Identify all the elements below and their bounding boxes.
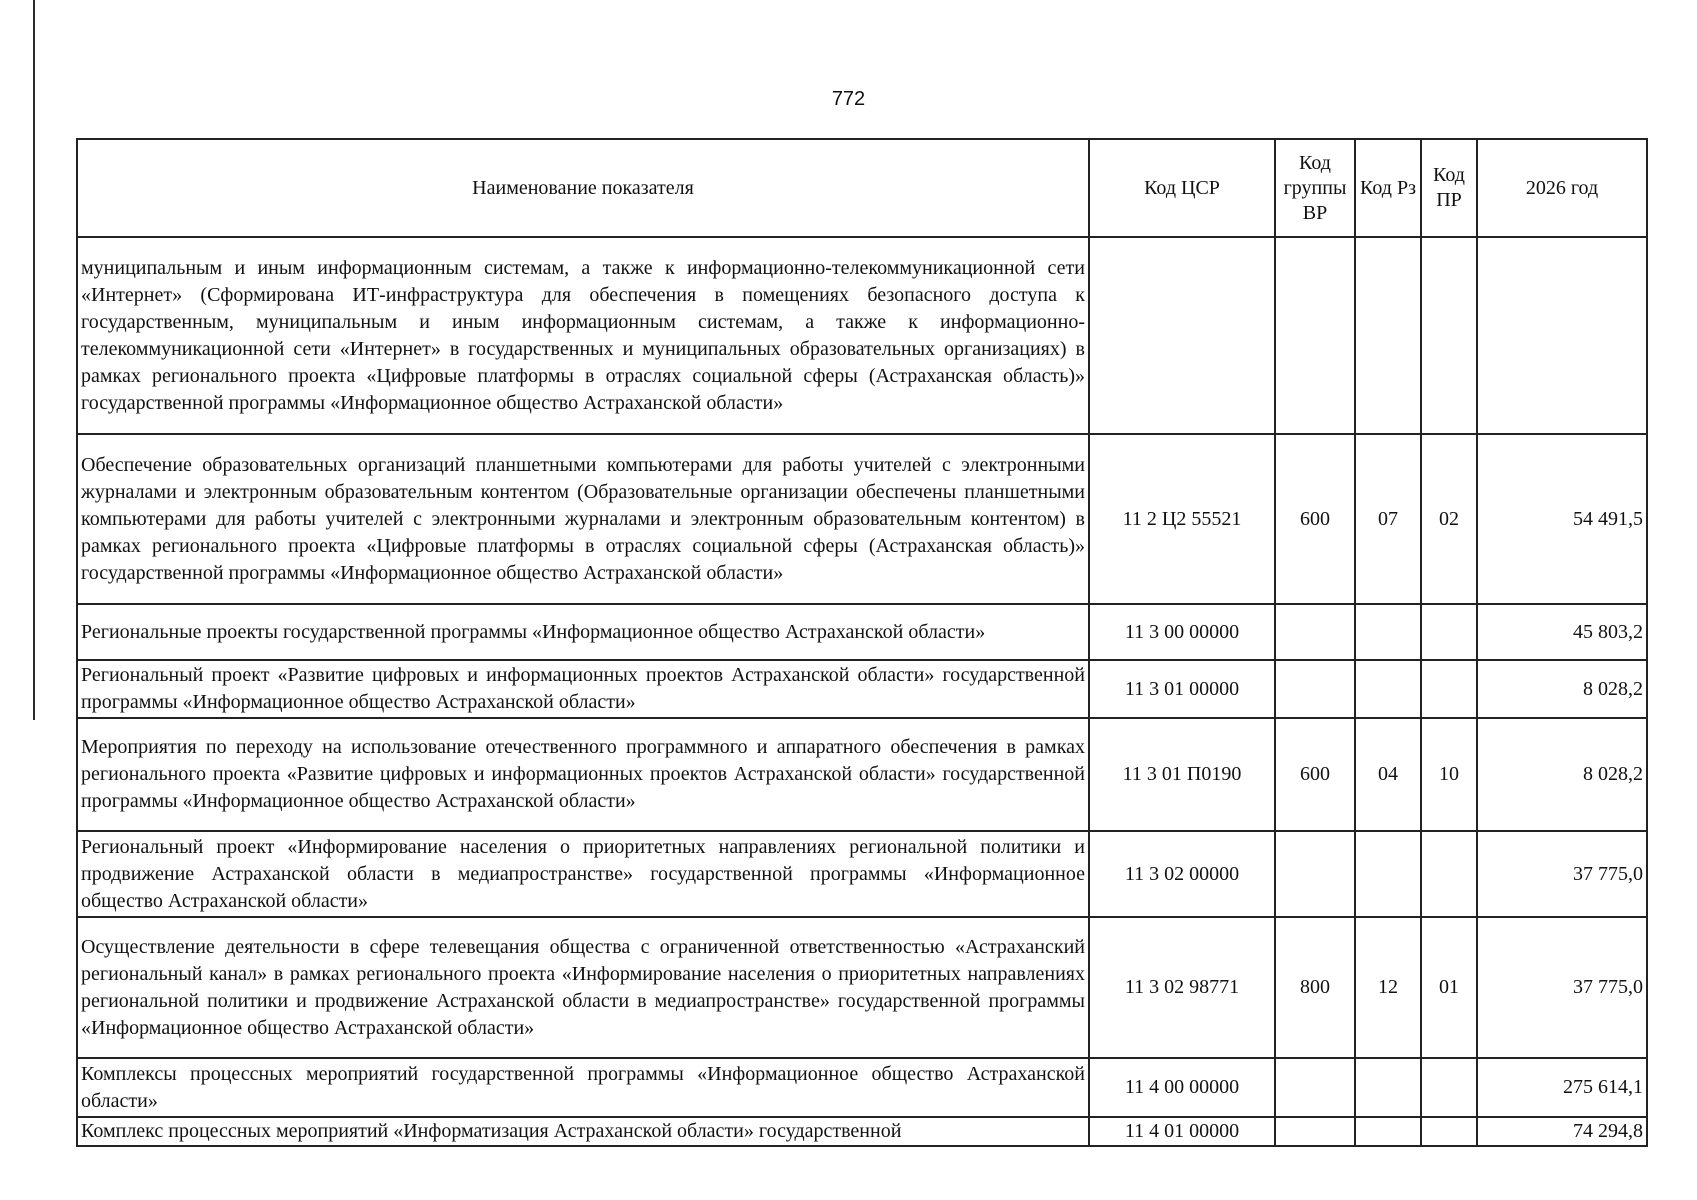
indicator-name-cell: Осуществление деятельности в сфере телевещания общества с ограниченной ответственностью «Астраханский региональный канал» в рамках регионального проекта «Информирование населения о приоритетных направлениях региональной политики и продвижение Астраханской области в медиапространстве» государственной программы «Информационное общество Астраханской области» (77, 917, 1089, 1058)
rz-code-cell (1355, 604, 1421, 660)
rz-code-cell: 07 (1355, 434, 1421, 604)
rz-code-cell (1355, 660, 1421, 718)
rz-code-cell: 12 (1355, 917, 1421, 1058)
table-body (77, 237, 1647, 1146)
csr-code-cell: 11 3 01 00000 (1089, 660, 1275, 718)
amount-cell: 8 028,2 (1477, 660, 1647, 718)
amount-cell: 275 614,1 (1477, 1058, 1647, 1117)
csr-code-cell: 11 2 Ц2 55521 (1089, 434, 1275, 604)
pr-code-cell (1421, 237, 1477, 434)
header-rz-code: Код Рз (1355, 139, 1421, 237)
indicator-name-cell: Региональные проекты государственной программы «Информационное общество Астраханской области» (77, 604, 1089, 660)
pr-code-cell: 02 (1421, 434, 1477, 604)
header-vr-code: Код группы ВР (1275, 139, 1355, 237)
header-pr-code: Код ПР (1421, 139, 1477, 237)
amount-cell: 37 775,0 (1477, 831, 1647, 917)
table-row (77, 718, 1647, 831)
table-row (77, 660, 1647, 718)
table-row (77, 434, 1647, 604)
indicator-name-cell: Обеспечение образовательных организаций планшетными компьютерами для работы учителей с электронными журналами и электронным образовательным контентом (Образовательные организации обеспечены планшетными компьютерами для работы учителей с электронными журналами и электронным образовательным контентом) в рамках регионального проекта «Цифровые платформы в отраслях социальной сферы (Астраханская область)» государственной программы «Информационное общество Астраханской области» (77, 434, 1089, 604)
csr-code-cell: 11 4 00 00000 (1089, 1058, 1275, 1117)
pr-code-cell: 10 (1421, 718, 1477, 831)
header-year: 2026 год (1477, 139, 1647, 237)
pr-code-cell (1421, 1117, 1477, 1146)
table-header (77, 139, 1647, 237)
vr-code-cell (1275, 237, 1355, 434)
rz-code-cell (1355, 1058, 1421, 1117)
table-row (77, 1117, 1647, 1146)
page-number: 772 (831, 88, 866, 110)
indicator-name-cell: Мероприятия по переходу на использование отечественного программного и аппаратного обеспечения в рамках регионального проекта «Развитие цифровых и информационных проектов Астраханской области» государственной программы «Информационное общество Астраханской области» (77, 718, 1089, 831)
table-row (77, 831, 1647, 917)
vr-code-cell: 800 (1275, 917, 1355, 1058)
csr-code-cell: 11 3 02 98771 (1089, 917, 1275, 1058)
csr-code-cell: 11 3 01 П0190 (1089, 718, 1275, 831)
table-row (77, 917, 1647, 1058)
pr-code-cell (1421, 831, 1477, 917)
indicator-name-cell: Региональный проект «Информирование населения о приоритетных направлениях региональной политики и продвижение Астраханской области в медиапространстве» государственной программы «Информационное общество Астраханской области» (77, 831, 1089, 917)
amount-cell (1477, 237, 1647, 434)
header-row (77, 139, 1647, 237)
budget-table (76, 138, 1648, 1147)
table-row (77, 604, 1647, 660)
vr-code-cell (1275, 660, 1355, 718)
pr-code-cell (1421, 660, 1477, 718)
rz-code-cell: 04 (1355, 718, 1421, 831)
amount-cell: 8 028,2 (1477, 718, 1647, 831)
table-row (77, 237, 1647, 434)
csr-code-cell (1089, 237, 1275, 434)
amount-cell: 74 294,8 (1477, 1117, 1647, 1146)
csr-code-cell: 11 3 02 00000 (1089, 831, 1275, 917)
amount-cell: 54 491,5 (1477, 434, 1647, 604)
indicator-name-cell: муниципальным и иным информационным системам, а также к информационно-телекоммуникационной сети «Интернет» (Сформирована ИТ-инфраструктура для обеспечения в помещениях безопасного доступа к государственным, муниципальным и иным информационным системам, а также к информационно-телекоммуникационной сети «Интернет» в государственных и муниципальных образовательных организациях) в рамках регионального проекта «Цифровые платформы в отраслях социальной сферы (Астраханская область)» государственной программы «Информационное общество Астраханской области» (77, 237, 1089, 434)
rz-code-cell (1355, 1117, 1421, 1146)
rz-code-cell (1355, 237, 1421, 434)
vr-code-cell: 600 (1275, 718, 1355, 831)
vr-code-cell: 600 (1275, 434, 1355, 604)
vr-code-cell (1275, 1117, 1355, 1146)
header-indicator-name: Наименование показателя (77, 139, 1089, 237)
amount-cell: 45 803,2 (1477, 604, 1647, 660)
amount-cell: 37 775,0 (1477, 917, 1647, 1058)
pr-code-cell: 01 (1421, 917, 1477, 1058)
pr-code-cell (1421, 604, 1477, 660)
pr-code-cell (1421, 1058, 1477, 1117)
vr-code-cell (1275, 831, 1355, 917)
rz-code-cell (1355, 831, 1421, 917)
indicator-name-cell: Комплексы процессных мероприятий государственной программы «Информационное общество Астраханской области» (77, 1058, 1089, 1117)
vr-code-cell (1275, 1058, 1355, 1117)
table-row (77, 1058, 1647, 1117)
header-csr-code: Код ЦСР (1089, 139, 1275, 237)
indicator-name-cell: Комплекс процессных мероприятий «Информатизация Астраханской области» государственной (77, 1117, 1089, 1146)
csr-code-cell: 11 3 00 00000 (1089, 604, 1275, 660)
csr-code-cell: 11 4 01 00000 (1089, 1117, 1275, 1146)
indicator-name-cell: Региональный проект «Развитие цифровых и информационных проектов Астраханской области» государственной программы «Информационное общество Астраханской области» (77, 660, 1089, 718)
vr-code-cell (1275, 604, 1355, 660)
